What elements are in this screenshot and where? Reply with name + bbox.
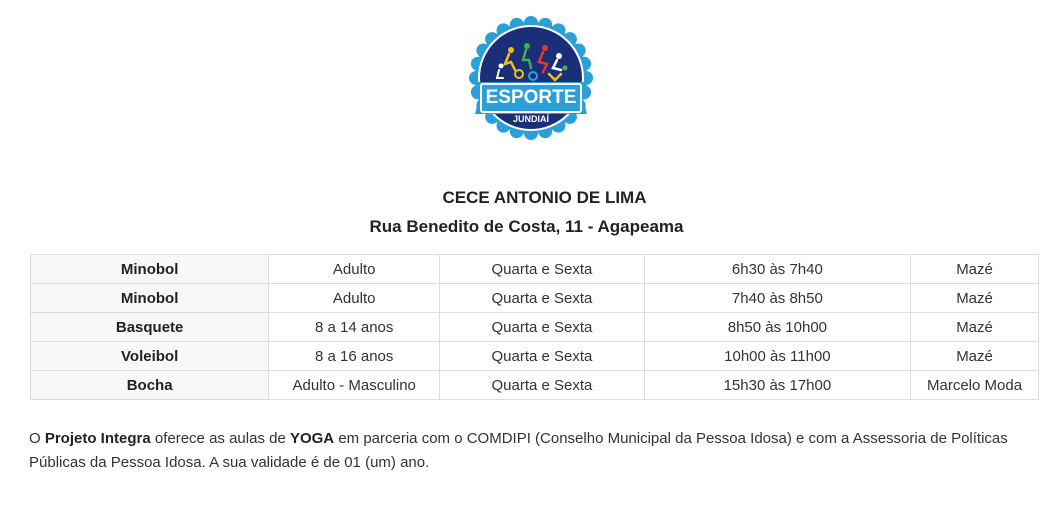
venue-header (0, 183, 1053, 241)
table-row (31, 255, 1039, 284)
days-cell: Quarta e Sexta (440, 284, 645, 313)
time-cell: 10h00 às 11h00 (644, 342, 910, 371)
footer-text-1: O (29, 430, 45, 447)
days-cell: Quarta e Sexta (440, 371, 645, 400)
schedule-table (30, 254, 1039, 400)
time-cell: 15h30 às 17h00 (644, 371, 910, 400)
table-row (31, 371, 1039, 400)
teacher-cell: Mazé (911, 313, 1039, 342)
time-cell: 8h50 às 10h00 (644, 313, 910, 342)
logo-banner (475, 82, 587, 114)
days-cell: Quarta e Sexta (440, 313, 645, 342)
teacher-cell: Marcelo Moda (911, 371, 1039, 400)
age-cell: Adulto - Masculino (269, 371, 440, 400)
days-cell: Quarta e Sexta (440, 255, 645, 284)
sport-cell: Bocha (31, 371, 269, 400)
sport-cell: Minobol (31, 284, 269, 313)
time-cell: 6h30 às 7h40 (644, 255, 910, 284)
logo-sub-text: JUNDIAÍ (512, 114, 550, 124)
sport-cell: Minobol (31, 255, 269, 284)
table-row (31, 284, 1039, 313)
teacher-cell: Mazé (911, 284, 1039, 313)
esporte-jundiai-logo (469, 16, 593, 140)
days-cell: Quarta e Sexta (440, 342, 645, 371)
logo-brand-text: ESPORTE (485, 87, 577, 108)
venue-name: CECE ANTONIO DE LIMA (442, 188, 647, 207)
table-row (31, 342, 1039, 371)
sport-cell: Voleibol (31, 342, 269, 371)
age-cell: 8 a 14 anos (269, 313, 440, 342)
age-cell: Adulto (269, 255, 440, 284)
sport-cell: Basquete (31, 313, 269, 342)
teacher-cell: Mazé (911, 255, 1039, 284)
table-row (31, 313, 1039, 342)
logo-emblem (469, 16, 593, 140)
age-cell: Adulto (269, 284, 440, 313)
project-name: Projeto Integra (44, 430, 151, 447)
time-cell: 7h40 às 8h50 (644, 284, 910, 313)
age-cell: 8 a 16 anos (269, 342, 440, 371)
teacher-cell: Mazé (911, 342, 1039, 371)
footer-text-2: oferece as aulas de (150, 430, 290, 447)
footer-text-3: em parceria com o COMDIPI (Conselho Municipal da Pessoa Idosa) e com a Assessoria de Políticas Públicas da Pessoa Idosa. A sua validade é de 01 (um) ano. (29, 430, 1008, 471)
venue-address: Rua Benedito de Costa, 11 - Agapeama (369, 217, 684, 236)
class-name: YOGA (289, 430, 335, 447)
project-info-paragraph (29, 427, 1029, 475)
